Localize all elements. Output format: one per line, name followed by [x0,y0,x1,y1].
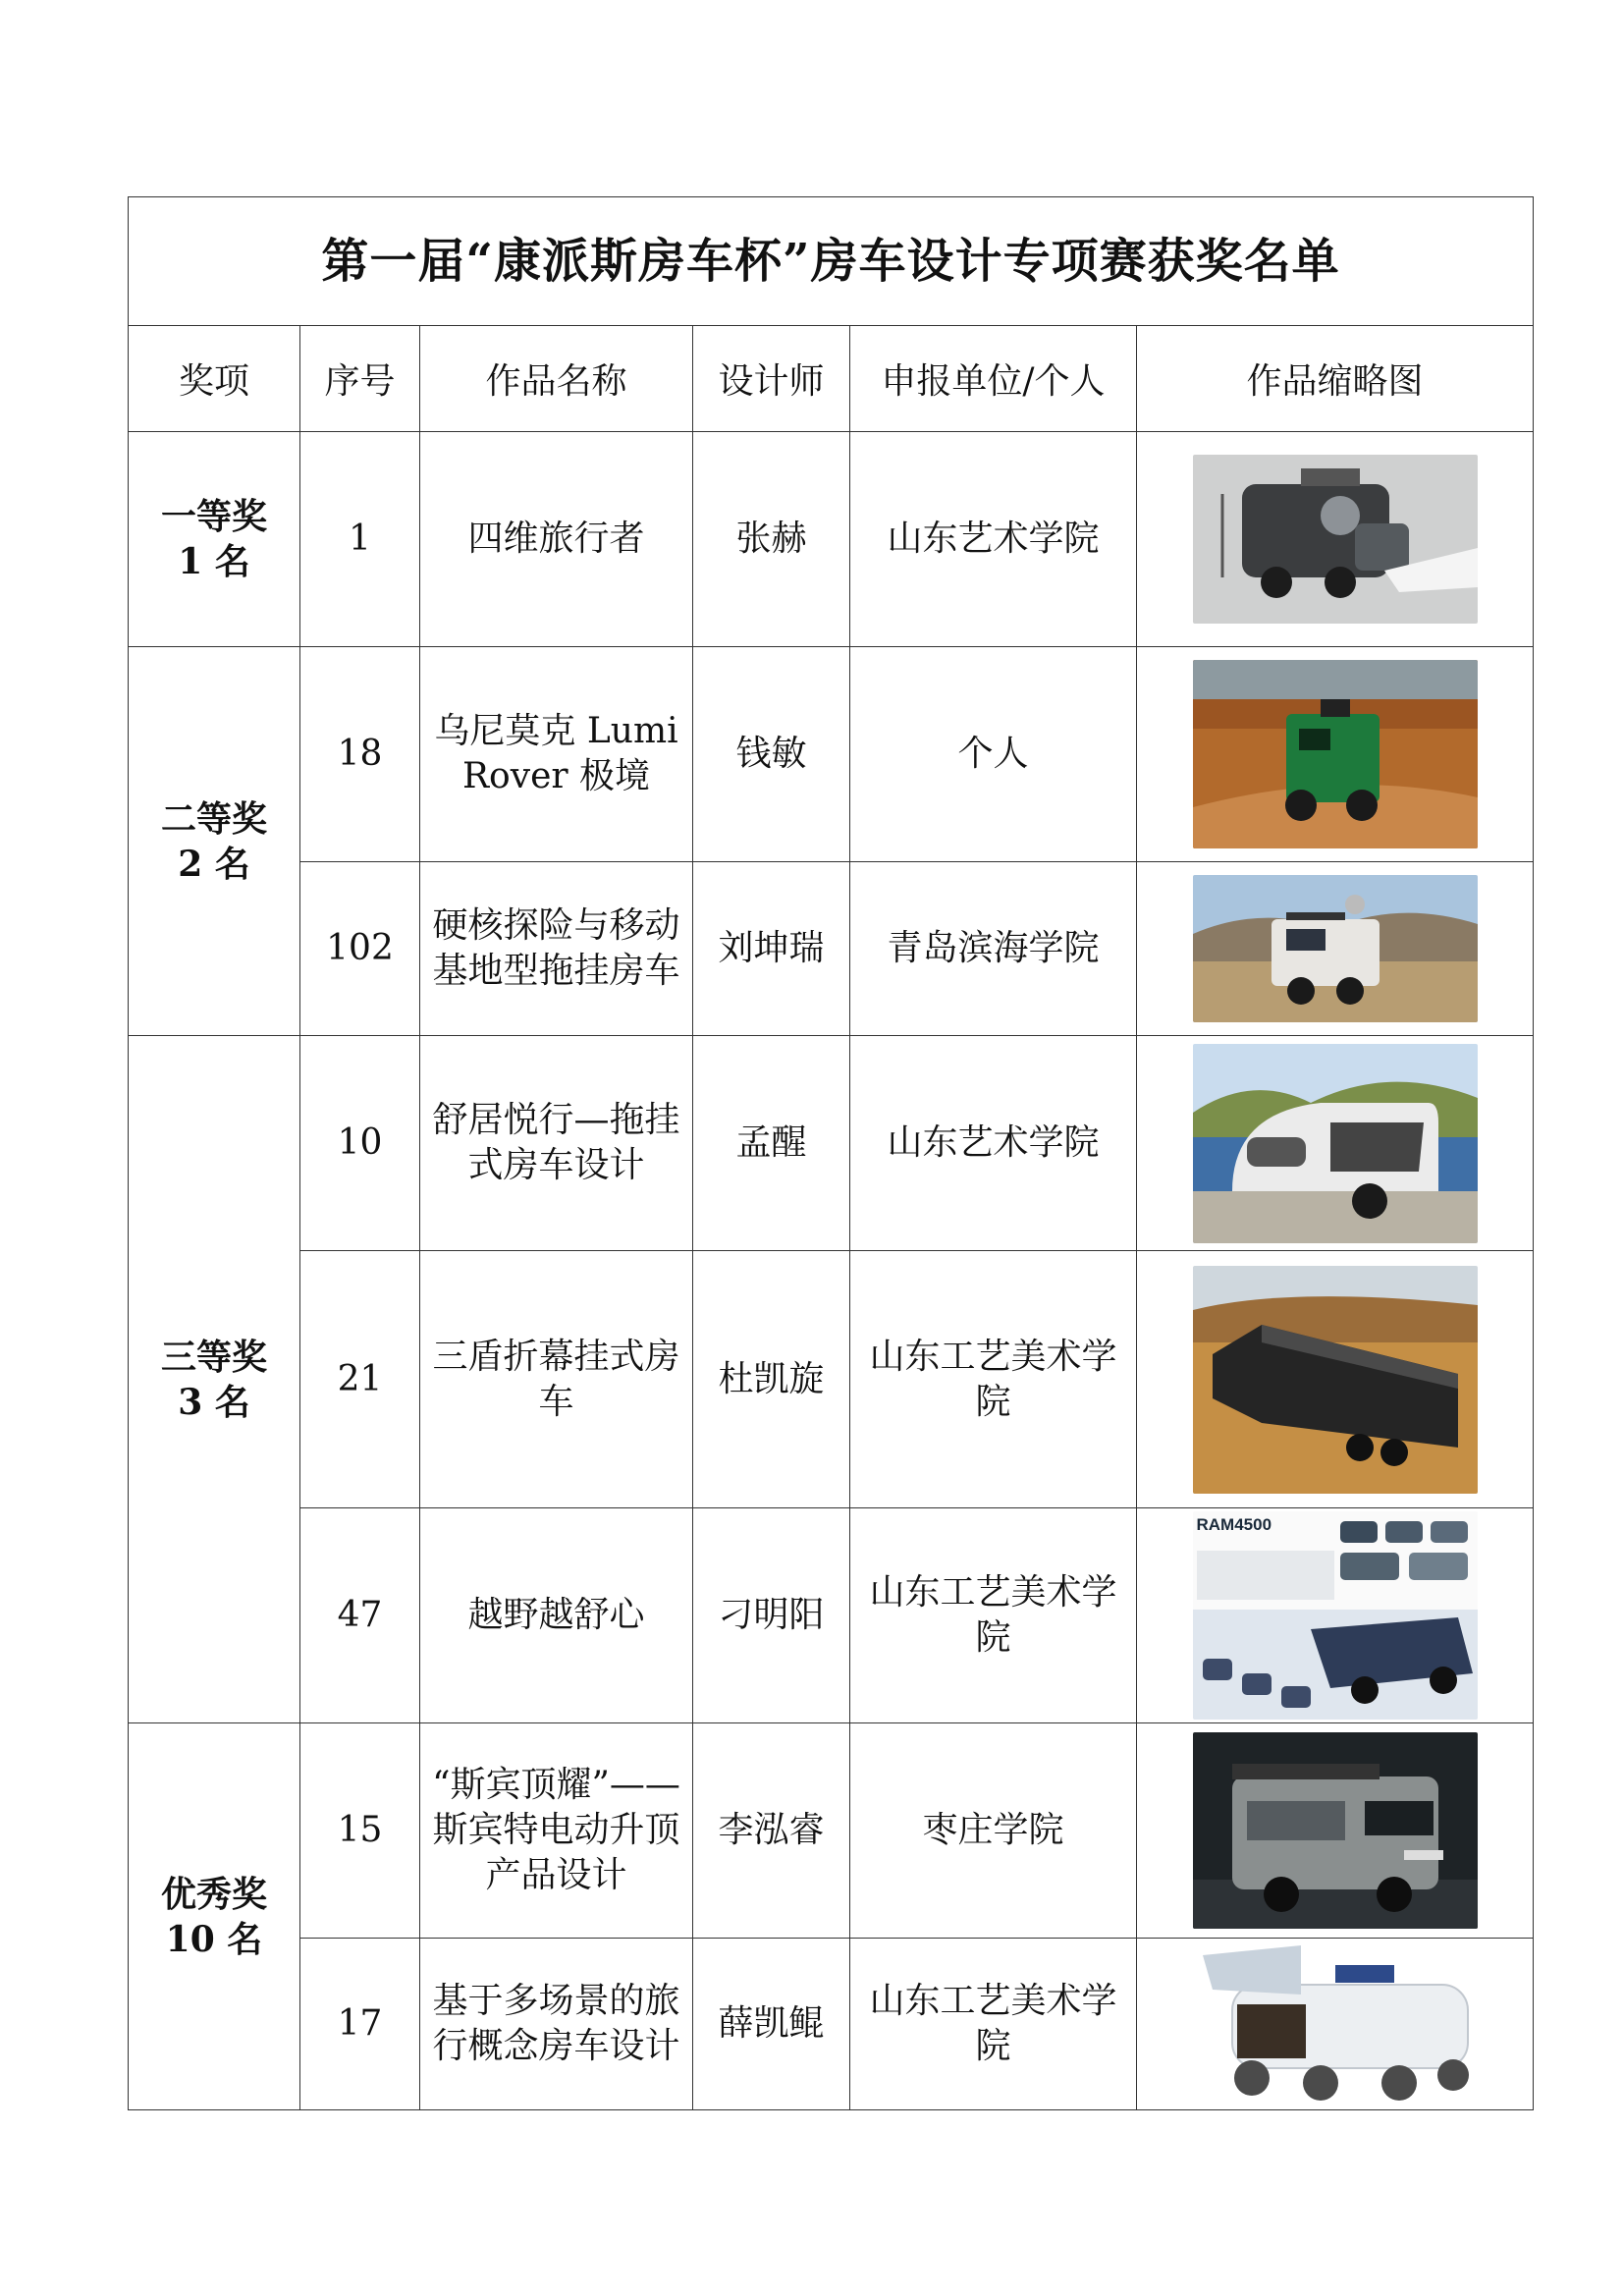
award-cell-first [129,432,300,647]
header-unit: 申报单位/个人 [850,326,1137,432]
thumbnail-grey-camper [1193,455,1478,624]
award-cell-third [129,1036,300,1723]
row-unit: 山东艺术学院 [850,1036,1137,1251]
row-designer: 李泓睿 [693,1723,850,1939]
award-name: 优秀奖 [160,1873,267,1915]
row-work: 四维旅行者 [420,432,693,647]
header-no: 序号 [300,326,420,432]
thumbnail-black-trailer [1193,1266,1478,1494]
row-thumb [1137,1939,1534,2110]
row-thumb [1137,1723,1534,1939]
row-unit: 枣庄学院 [850,1723,1137,1939]
award-table [128,196,1534,2110]
thumbnail-white-trailer [1193,1044,1478,1243]
award-name: 一等奖 [160,496,267,537]
row-no: 21 [300,1251,420,1508]
row-work: 基于多场景的旅行概念房车设计 [420,1939,693,2110]
row-unit: 青岛滨海学院 [850,862,1137,1036]
row-thumb [1137,647,1534,862]
table-row [129,1251,1534,1508]
table-row [129,1508,1534,1723]
table-row [129,862,1534,1036]
table-row [129,1723,1534,1939]
header-work: 作品名称 [420,326,693,432]
row-designer: 杜凯旋 [693,1251,850,1508]
row-designer: 薛凯鲲 [693,1939,850,2110]
table-row [129,432,1534,647]
thumbnail-offroad-trailer [1193,875,1478,1022]
row-unit: 个人 [850,647,1137,862]
row-designer: 张赫 [693,432,850,647]
row-unit: 山东工艺美术学院 [850,1508,1137,1723]
header-row [129,326,1534,432]
header-thumb: 作品缩略图 [1137,326,1534,432]
row-thumb [1137,432,1534,647]
row-work: 乌尼莫克 Lumi Rover 极境 [420,647,693,862]
header-designer: 设计师 [693,326,850,432]
row-work: 三盾折幕挂式房车 [420,1251,693,1508]
board-title: RAM4500 [1196,1515,1272,1534]
row-no: 18 [300,647,420,862]
row-designer: 刘坤瑞 [693,862,850,1036]
row-designer: 钱敏 [693,647,850,862]
row-unit: 山东工艺美术学院 [850,1939,1137,2110]
thumbnail-ram4500-board [1193,1511,1478,1720]
award-list-sheet [128,196,1533,2110]
thumbnail-concept-camper [1193,1945,1478,2103]
header-award: 奖项 [129,326,300,432]
row-designer: 孟醒 [693,1036,850,1251]
row-unit: 山东工艺美术学院 [850,1251,1137,1508]
table-row [129,1939,1534,2110]
award-count: 1 名 [178,541,250,582]
row-no: 47 [300,1508,420,1723]
award-cell-excellence [129,1723,300,2110]
table-title: 第一届“康派斯房车杯”房车设计专项赛获奖名单 [129,197,1534,326]
award-count: 2 名 [178,843,250,885]
award-name: 二等奖 [160,797,267,840]
row-thumb [1137,1508,1534,1723]
row-unit: 山东艺术学院 [850,432,1137,647]
table-row [129,647,1534,862]
award-count: 10 名 [165,1918,263,1960]
thumbnail-sprinter-van [1193,1732,1478,1929]
row-work: 越野越舒心 [420,1508,693,1723]
award-count: 3 名 [178,1381,250,1423]
row-work: “斯宾顶耀”——斯宾特电动升顶产品设计 [420,1723,693,1939]
row-designer: 刁明阳 [693,1508,850,1723]
thumbnail-green-camper [1193,660,1478,848]
row-work: 硬核探险与移动基地型拖挂房车 [420,862,693,1036]
row-no: 10 [300,1036,420,1251]
award-cell-second [129,647,300,1036]
row-no: 1 [300,432,420,647]
table-row [129,1036,1534,1251]
row-no: 15 [300,1723,420,1939]
row-work: 舒居悦行—拖挂式房车设计 [420,1036,693,1251]
row-thumb [1137,1036,1534,1251]
award-name: 三等奖 [160,1336,267,1378]
row-thumb [1137,862,1534,1036]
row-no: 17 [300,1939,420,2110]
row-no: 102 [300,862,420,1036]
row-thumb [1137,1251,1534,1508]
